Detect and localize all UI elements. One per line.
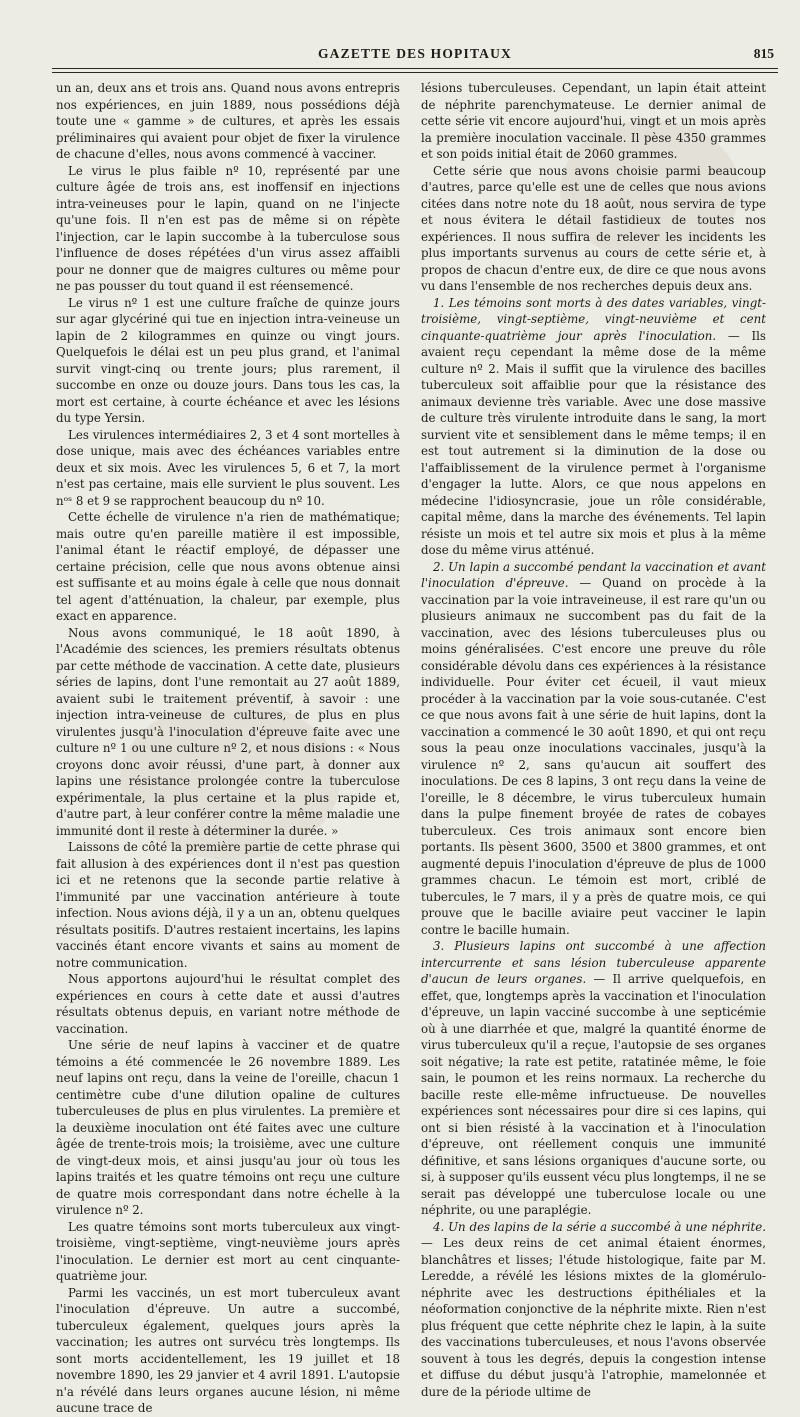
paragraph xyxy=(421,80,766,163)
paragraph-lead: 4. Un des lapins de la série a succombé à une néphrite. xyxy=(433,1219,766,1234)
paragraph xyxy=(56,839,400,971)
paragraph xyxy=(56,295,400,427)
right-column xyxy=(421,80,767,1399)
paragraph xyxy=(421,1219,766,1401)
paragraph xyxy=(56,1037,400,1219)
paragraph-lead: 3. Plusieurs lapins ont succombé à une affection intercurrente et sans lésion tuberculeuse apparente d'aucun de leurs organes. xyxy=(421,939,766,986)
paragraph xyxy=(56,163,400,295)
paragraph xyxy=(56,971,400,1037)
paragraph xyxy=(56,80,400,163)
paragraph-text: — Ils avaient reçu cependant la même dose de la même culture nº 2. Mais il suffit que la virulence des bacilles tuberculeux soit affaiblie pour que la résistance des animaux devienne très variable. Avec une dose massive de culture très virulente introduite dans le sang, la mort survient vite et sensiblement dans le même temps; il en est tout autrement si la diminution de la dose ou l'affaiblissement de la virulence permet à l'organisme d'engager la lutte. Alors, ce que nous appelons en médecine l'idiosyncrasie, joue un rôle considérable, capital même, dans la marche des événements. Tel lapin résiste un mois et tel autre six mois et plus à la même dose du même virus atténué. xyxy=(421,328,766,557)
left-column xyxy=(56,80,400,1415)
paragraph-text: Une série de neuf lapins à vacciner et de quatre témoins a été commencée le 26 novembre 1889. Les neuf lapins ont reçu, dans la veine de l'oreille, chacun 1 centimètre cube d'une dilution opaline de cultures tuberculeuses de plus en plus virulentes. La première et la deuxième inoculation ont été faites avec une culture âgée de trente-trois mois; la troisième, avec une culture de vingt-deux mois, et ainsi jusqu'au jour où tous les lapins traités et les quatre témoins ont reçu une culture de quatre mois correspondant dans notre échelle à la virulence nº 2. xyxy=(56,1038,400,1217)
paragraph xyxy=(56,427,400,510)
page-number: 815 xyxy=(753,46,774,61)
paragraph xyxy=(421,163,766,295)
paragraph xyxy=(421,559,766,939)
paragraph-text: Cette série que nous avons choisie parmi beaucoup d'autres, parce qu'elle est une de celles que nous avions citées dans notre note du 18 août, nous servira de type et nous évitera le détail fastidieux de toutes nos expériences. Il nous suffira de relever les incidents les plus importants survenus au cours de cette série et, à propos de chacun d'entre eux, de dire ce que nous avons vu dans l'ensemble de nos recherches depuis deux ans. xyxy=(421,163,766,293)
journal-title: GAZETTE DES HOPITAUX xyxy=(317,46,513,61)
page-header xyxy=(52,38,778,68)
paragraph xyxy=(421,295,766,559)
paragraph-text: — Il arrive quelquefois, en effet, que, longtemps après la vaccination et l'inoculation d'épreuve, un lapin vacciné succombe à une septicémie où à une diarrhée et que, malgré la quantité énorme de virus tuberculeux qu'il a reçue, l'autopsie de ses organes soit négative; la rate est petite, ratatinée même, le foie sain, le poumon et les reins normaux. La recherche du bacille reste elle-même infructueuse. De nouvelles expériences sont nécessaires pour dire si ces lapins, qui ont si bien résisté à la vaccination et à l'inoculation d'épreuve, ont réellement conquis une immunité définitive, et sans lésions organiques d'aucune sorte, ou si, à supposer qu'ils eussent vécu plus longtemps, il ne se serait pas développé une tuberculose locale ou une néphrite, ou une paraplégie. xyxy=(421,972,766,1217)
paragraph-text: Laissons de côté la première partie de cette phrase qui fait allusion à des expériences dont il n'est pas question ici et ne retenons que la seconde partie relative à l'immunité par une vaccination antérieure à toute infection. Nous avions déjà, il y a un an, obtenu quelques résultats positifs. D'autres restaient incertains, les lapins vaccinés étant encore vivants et sains au moment de notre communication. xyxy=(56,840,400,970)
paragraph-text: Les virulences intermédiaires 2, 3 et 4 sont mortelles à dose unique, mais avec des échéances variables entre deux et six mois. Avec les virulences 5, 6 et 7, la mort n'est pas certaine, mais elle survient le plus souvent. Les nᵒˢ 8 et 9 se rapprochent beaucoup du nº 10. xyxy=(56,427,400,508)
paragraph-lead: 2. Un lapin a succombé pendant la vaccination et avant l'inoculation d'épreuve. xyxy=(421,559,766,590)
paragraph-text: Cette échelle de virulence n'a rien de mathématique; mais outre qu'en pareille matière il est impossible, l'animal étant le réactif employé, de dépasser une certaine précision, celle que nous avons obtenue ainsi est suffisante et au moins égale à celle que nous donnait tel agent d'atténuation, la chaleur, par exemple, plus exact en apparence. xyxy=(56,510,400,623)
paragraph xyxy=(56,509,400,625)
paragraph-text: un an, deux ans et trois ans. Quand nous avons entrepris nos expériences, en juin 1889, nous possédions déjà toute une « gamme » de cultures, et après les essais préliminaires qui avaient pour objet de fixer la virulence de chacune d'elles, nous avons commencé à vacciner. xyxy=(56,81,400,161)
paragraph xyxy=(421,938,766,1219)
paragraph xyxy=(56,1285,400,1417)
paragraph-text: Le virus le plus faible nº 10, représenté par une culture âgée de trois ans, est inoffensif en injections intra-veineuses pour le lapin, quand on ne l'injecte qu'une fois. Il n'en est pas de même si on répète l'injection, car le lapin succombe à la tuberculose sous l'influence de doses répétées d'un virus assez affaibli pour ne donner que de maigres cultures ou même pour ne pas pousser du tout quand il est réensemencé. xyxy=(56,163,400,293)
paragraph-lead: 1. Les témoins sont morts à des dates variables, vingt-troisième, vingt-septième, vingt-neuvième et cent cinquante-quatrième jour après l'inoculation. xyxy=(421,295,766,343)
paragraph xyxy=(56,1219,400,1285)
paragraph-text: — Les deux reins de cet animal étaient énormes, blanchâtres et lisses; l'étude histologique, faite par M. Leredde, a révélé les lésions mixtes de la glomérulo-néphrite avec les destructions épithéliales et la néoformation conjonctive de la néphrite mixte. Rien n'est plus fréquent que cette néphrite chez le lapin, à la suite des vaccinations tuberculeuses, et nous l'avons observée souvent à tous les degrés, depuis la congestion intense et diffuse du début jusqu'à l'atrophie, mamelonnée et dure de la période ultime de xyxy=(421,1236,766,1399)
paragraph-text: Les quatre témoins sont morts tuberculeux aux vingt-troisième, vingt-septième, vingt-neuvième jours après l'inoculation. Le dernier est mort au cent cinquante-quatrième jour. xyxy=(56,1219,400,1283)
paragraph-text: Nous apportons aujourd'hui le résultat complet des expériences en cours à cette date et aussi d'autres résultats obtenus depuis, en variant notre méthode de vaccination. xyxy=(56,972,400,1036)
paragraph-text: Le virus nº 1 est une culture fraîche de quinze jours sur agar glycériné qui tue en injection intra-veineuse un lapin de 2 kilogrammes en quinze ou vingt jours. Quelquefois le délai est un peu plus grand, et l'animal survit vingt-cinq ou trente jours; plus rarement, il succombe en onze ou douze jours. Dans tous les cas, la mort est certaine, à courte échéance et avec les lésions du type Yersin. xyxy=(56,295,400,425)
paragraph-text: Nous avons communiqué, le 18 août 1890, à l'Académie des sciences, les premiers résultats obtenus par cette méthode de vaccination. A cette date, plusieurs séries de lapins, dont l'une remontait au 27 août 1889, avaient subi le traitement préventif, à savoir : une injection intra-veineuse de cultures, de plus en plus virulentes jusqu'à l'inoculation d'épreuve faite avec une culture nº 1 ou une culture nº 2, et nous disions : « Nous croyons donc avoir réussi, d'une part, à donner aux lapins une résistance prolongée contre la tuberculose expérimentale, la plus certaine et la plus rapide et, d'autre part, à leur conférer contre la même maladie une immunité dont il reste à déterminer la durée. » xyxy=(56,625,400,838)
header-rule xyxy=(52,68,778,73)
paragraph xyxy=(56,625,400,840)
paragraph-text: Parmi les vaccinés, un est mort tuberculeux avant l'inoculation d'épreuve. Un autre a succombé, tuberculeux également, quelques jours après la vaccination; les autres ont survécu très longtemps. Ils sont morts accidentellement, les 19 juillet et 18 novembre 1890, les 29 janvier et 4 avril 1891. L'autopsie n'a révélé dans leurs organes aucune lésion, ni même aucune trace de xyxy=(56,1285,400,1415)
paragraph-text: — Quand on procède à la vaccination par la voie intraveineuse, il est rare qu'un ou plusieurs animaux ne succombent pas du fait de la vaccination, avec des lésions tuberculeuses plus ou moins généralisées. C'est encore une preuve du rôle considérable dévolu dans ces expériences à la résistance individuelle. Pour éviter cet écueil, il vaut mieux procéder à la vaccination par la voie sous-cutanée. C'est ce que nous avons fait à une série de huit lapins, dont la vaccination a commencé le 30 août 1890, et qui ont reçu sous la peau onze inoculations vaccinales, jusqu'à la virulence nº 2, sans qu'aucun ait souffert des inoculations. De ces 8 lapins, 3 ont reçu dans la veine de l'oreille, le 8 décembre, le virus tuberculeux humain dans la pulpe finement broyée de rates de cobayes tuberculeux. Ces trois animaux sont encore bien portants. Ils pèsent 3600, 3500 et 3800 grammes, et ont augmenté depuis l'inoculation d'épreuve de plus de 1000 grammes chacun. Le témoin est mort, criblé de tubercules, le 7 mars, il y a près de quatre mois, ce qui prouve que le bacille aviaire peut vacciner le lapin contre le bacille humain. xyxy=(421,576,767,937)
paragraph-text: lésions tuberculeuses. Cependant, un lapin était atteint de néphrite parenchymateuse. Le dernier animal de cette série vit encore aujourd'hui, vingt et un mois après la première inoculation vaccinale. Il pèse 4350 grammes et son poids initial était de 2060 grammes. xyxy=(421,81,766,161)
